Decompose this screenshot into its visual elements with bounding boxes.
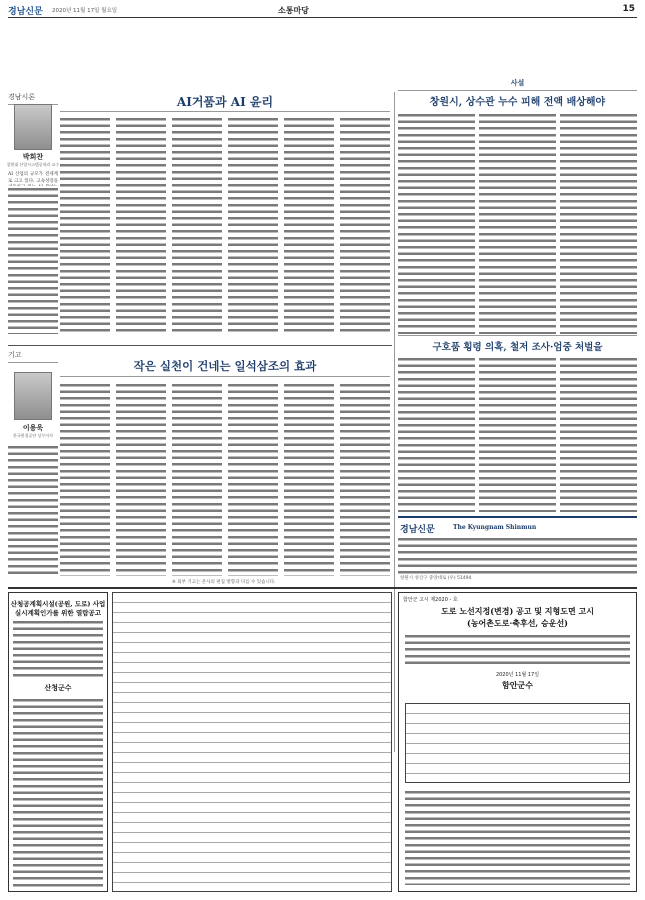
- page-number: 15: [622, 4, 635, 14]
- page-header: [8, 4, 637, 18]
- masthead-logo-en: The Kyungnam Shinmun: [453, 524, 537, 531]
- notice2-signature: 함안군수: [502, 680, 533, 690]
- author-name: 박희찬: [22, 153, 44, 161]
- notice2: [398, 592, 637, 892]
- editorial-title-2: 구호품 횡령 의혹, 철저 조사·엄중 처벌을: [432, 342, 603, 353]
- editorial-title-1: 창원시, 상수관 누수 피해 전액 배상해야: [429, 97, 606, 108]
- column2-footnote: ※ 외부 기고는 본사의 편집 방향과 다를 수 있습니다.: [172, 580, 276, 585]
- issue-date: 2020년 11월 17일 월요일: [52, 8, 118, 14]
- masthead: [398, 516, 637, 582]
- masthead-logo: 경남신문: [400, 525, 435, 535]
- editorial-label: 사설: [398, 78, 637, 91]
- author2-role: 한국환경공단 상무이사: [13, 433, 53, 438]
- notice1-table: [112, 592, 392, 892]
- notice1-title-2: 실시계획인가를 위한 열람공고: [14, 609, 102, 617]
- column-title: AI거품과 AI 윤리: [176, 95, 274, 109]
- author2-name: 이용욱: [22, 424, 44, 432]
- notice2-header: 함안군 고시 제2020 - 호: [403, 597, 458, 603]
- masthead-address: 창원시 성산구 중앙대로 (우) 51494: [400, 576, 472, 581]
- column2-title: 작은 실천이 건네는 일석삼조의 효과: [133, 359, 317, 373]
- notice1: [8, 592, 108, 892]
- notice2-date: 2020년 11월 17일: [495, 672, 540, 678]
- notice2-title-1: 도로 노선지정(변경) 공고 및 지형도면 고시: [441, 606, 594, 616]
- author2-photo: [14, 372, 52, 420]
- paper-name: 경남신문: [8, 7, 43, 17]
- column-lead: AI 산업의 규모가 전세계로 크고 있다. 고속성장을: [8, 172, 58, 184]
- section-title: 소통마당: [278, 6, 309, 15]
- column-label: 경남시론: [8, 92, 58, 105]
- notice1-signature: 산청군수: [44, 683, 72, 692]
- column-body: [8, 186, 58, 334]
- notice2-title-2: (농어촌도로·축후선, 승운선): [467, 618, 568, 628]
- author-role: 창원대 산업시스템공학과 교수: [6, 162, 60, 167]
- author-photo: [14, 104, 52, 150]
- column2-label: 기고: [8, 350, 58, 363]
- notice1-title-1: 산청공계획시설(공원, 도로) 사업: [10, 600, 106, 608]
